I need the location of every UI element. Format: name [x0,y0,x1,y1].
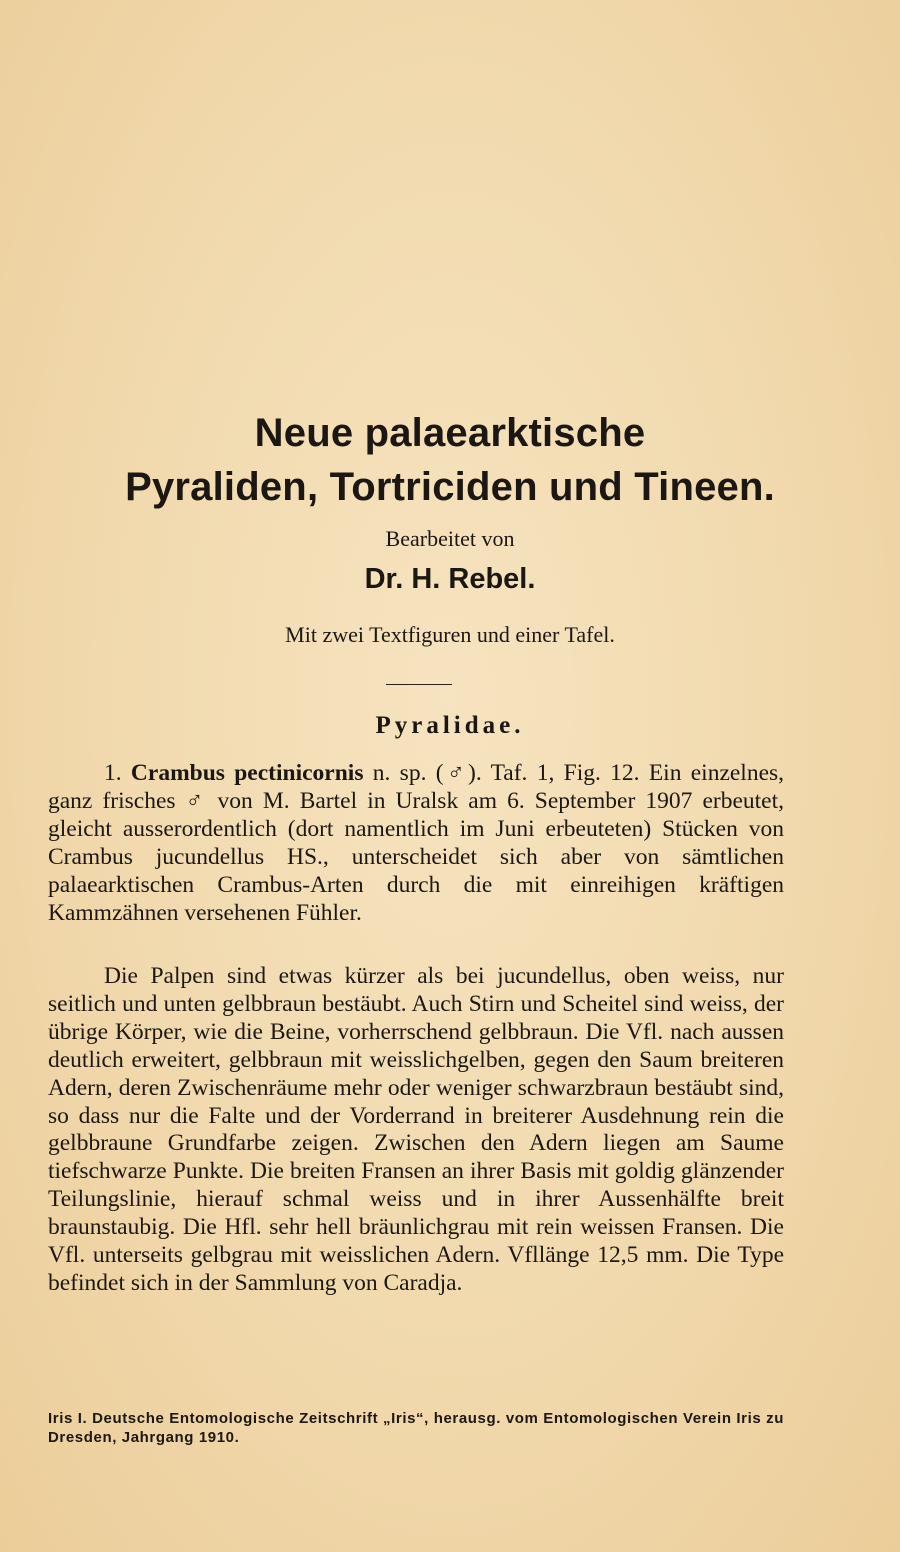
species-entry [48,760,784,927]
species-name: Crambus pectinicornis [130,760,364,786]
title-line-1: Neue palaearktische [254,411,646,455]
footer-note [48,1409,784,1447]
byline: Bearbeitet von [385,526,515,551]
paragraph-1: Ein einzelnes, ganz frisches ♂ von M. Bartel in Uralsk am 6. September 1907 erbeutet, gleicht ausserordentlich (dort namentlich im Juni erbeuteten) Stücken von Crambus jucundellus HS., unterscheidet sich aber von sämtlichen palaearktischen Crambus-Arten durch die mit einreihigen kräftigen Kammzähnen versehenen Fühler. [48,760,785,926]
entry-header-rest: n. sp. (♂). Taf. 1, Fig. 12. [372,760,640,786]
footer-text: Deutsche Entomologische Zeitschrift „Iris“, herausg. vom Entomologischen Verein Iris zu Dresden, Jahrgang 1910. [48,1410,784,1446]
family-heading: Pyralidae. [375,712,525,739]
entry-number: 1. [104,760,122,786]
section-divider [386,684,452,685]
author: Dr. H. Rebel. [364,563,536,595]
figures-note: Mit zwei Textfiguren und einer Tafel. [285,622,615,647]
footer-signature: Iris I. [48,1410,88,1427]
paragraph-2: Die Palpen sind etwas kürzer als bei jucundellus, oben weiss, nur seitlich und unten gelbbraun bestäubt. Auch Stirn und Scheitel sind weiss, der übrige Körper, wie die Beine, vorherrschend gelbbraun. Die Vfl. nach aussen deutlich erweitert, gelbbraun mit weisslichgelben, gegen den Saum breiteren Adern, deren Zwischenräume mehr oder weniger schwarzbraun bestäubt sind, so dass nur die Falte und der Vorderrand in breiterer Ausdehnung rein die gelbbraune Grundfarbe zeigen. Zwischen den Adern liegen am Saume tiefschwarze Punkte. Die breiten Fransen an ihrer Basis mit goldig glänzender Teilungslinie, hierauf schmal weiss und in ihrer Aussenhälfte breit braunstaubig. Die Hfl. sehr hell bräunlichgrau mit rein weissen Fransen. Die Vfl. unterseits gelbgrau mit weisslichen Adern. Vfllänge 12,5 mm. Die Type befindet sich in der Sammlung von Caradja. [48,963,784,1296]
title-line-2: Pyraliden, Tortriciden und Tineen. [125,465,775,509]
